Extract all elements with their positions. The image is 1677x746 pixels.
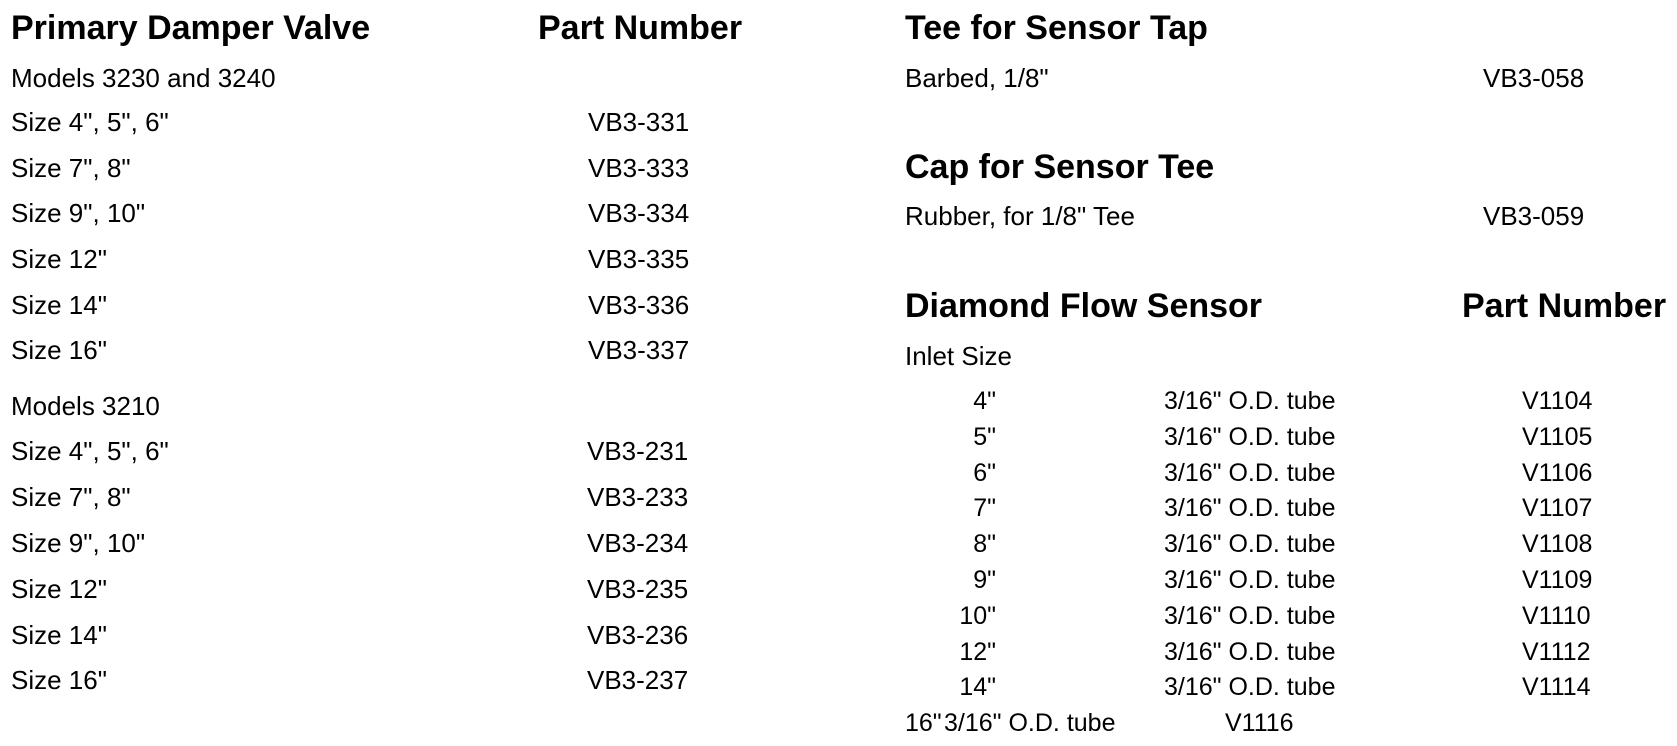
flow-last-part: V1116 <box>1225 709 1294 737</box>
damper-size: Size 16" <box>11 335 107 365</box>
damper-part: VB3-337 <box>588 335 690 365</box>
flow-tube: 3/16" O.D. tube <box>1164 423 1336 451</box>
flow-last-tube: 3/16" O.D. tube <box>944 709 1116 737</box>
flow-part: V1109 <box>1522 566 1593 594</box>
damper-part: VB3-331 <box>588 107 690 137</box>
damper-part: VB3-237 <box>587 665 689 695</box>
tee-part: VB3-058 <box>1483 63 1585 93</box>
damper-size: Size 14" <box>11 290 107 320</box>
damper-size: Size 4", 5", 6" <box>11 107 169 137</box>
flow-tube: 3/16" O.D. tube <box>1164 459 1336 487</box>
damper-size: Size 12" <box>11 244 107 274</box>
flow-part: V1110 <box>1522 602 1591 630</box>
flow-part: V1106 <box>1522 459 1593 487</box>
flow-title: Diamond Flow Sensor <box>905 287 1263 325</box>
damper-group-label: Models 3210 <box>11 391 160 421</box>
flow-size: 6" <box>973 459 996 487</box>
damper-size: Size 16" <box>11 665 107 695</box>
damper-part: VB3-333 <box>588 153 690 183</box>
flow-size: 4" <box>973 387 996 415</box>
damper-size: Size 9", 10" <box>11 528 146 558</box>
flow-tube: 3/16" O.D. tube <box>1164 530 1336 558</box>
damper-part: VB3-335 <box>588 244 690 274</box>
damper-part: VB3-336 <box>588 290 690 320</box>
damper-part-number-header: Part Number <box>538 9 743 47</box>
flow-part: V1104 <box>1522 387 1593 415</box>
damper-part: VB3-231 <box>587 436 689 466</box>
flow-part: V1112 <box>1522 638 1591 666</box>
flow-tube: 3/16" O.D. tube <box>1164 566 1336 594</box>
flow-size: 14" <box>959 673 996 701</box>
flow-size: 8" <box>973 530 996 558</box>
damper-title: Primary Damper Valve <box>11 9 371 47</box>
flow-size: 9" <box>973 566 996 594</box>
flow-tube: 3/16" O.D. tube <box>1164 673 1336 701</box>
flow-tube: 3/16" O.D. tube <box>1164 494 1336 522</box>
flow-size: 7" <box>973 494 996 522</box>
flow-last-size: 16" <box>905 709 942 737</box>
flow-part: V1107 <box>1522 494 1593 522</box>
damper-size: Size 14" <box>11 620 107 650</box>
damper-part: VB3-334 <box>588 198 690 228</box>
tee-description: Barbed, 1/8" <box>905 63 1049 93</box>
flow-part-number-header: Part Number <box>1462 287 1667 325</box>
damper-size: Size 7", 8" <box>11 482 131 512</box>
flow-inlet-size-header: Inlet Size <box>905 341 1012 371</box>
cap-description: Rubber, for 1/8" Tee <box>905 201 1135 231</box>
flow-size: 5" <box>973 423 996 451</box>
damper-part: VB3-236 <box>587 620 689 650</box>
damper-group-label: Models 3230 and 3240 <box>11 63 276 93</box>
flow-part: V1108 <box>1522 530 1593 558</box>
damper-size: Size 7", 8" <box>11 153 131 183</box>
flow-part: V1114 <box>1522 673 1591 701</box>
cap-title: Cap for Sensor Tee <box>905 148 1215 186</box>
damper-part: VB3-234 <box>587 528 689 558</box>
flow-size: 12" <box>959 638 996 666</box>
damper-size: Size 9", 10" <box>11 198 146 228</box>
flow-tube: 3/16" O.D. tube <box>1164 602 1336 630</box>
damper-part: VB3-233 <box>587 482 689 512</box>
damper-size: Size 4", 5", 6" <box>11 436 169 466</box>
flow-part: V1105 <box>1522 423 1593 451</box>
flow-tube: 3/16" O.D. tube <box>1164 638 1336 666</box>
damper-part: VB3-235 <box>587 574 689 604</box>
flow-tube: 3/16" O.D. tube <box>1164 387 1336 415</box>
cap-part: VB3-059 <box>1483 201 1585 231</box>
flow-size: 10" <box>959 602 996 630</box>
tee-title: Tee for Sensor Tap <box>905 9 1208 47</box>
damper-size: Size 12" <box>11 574 107 604</box>
